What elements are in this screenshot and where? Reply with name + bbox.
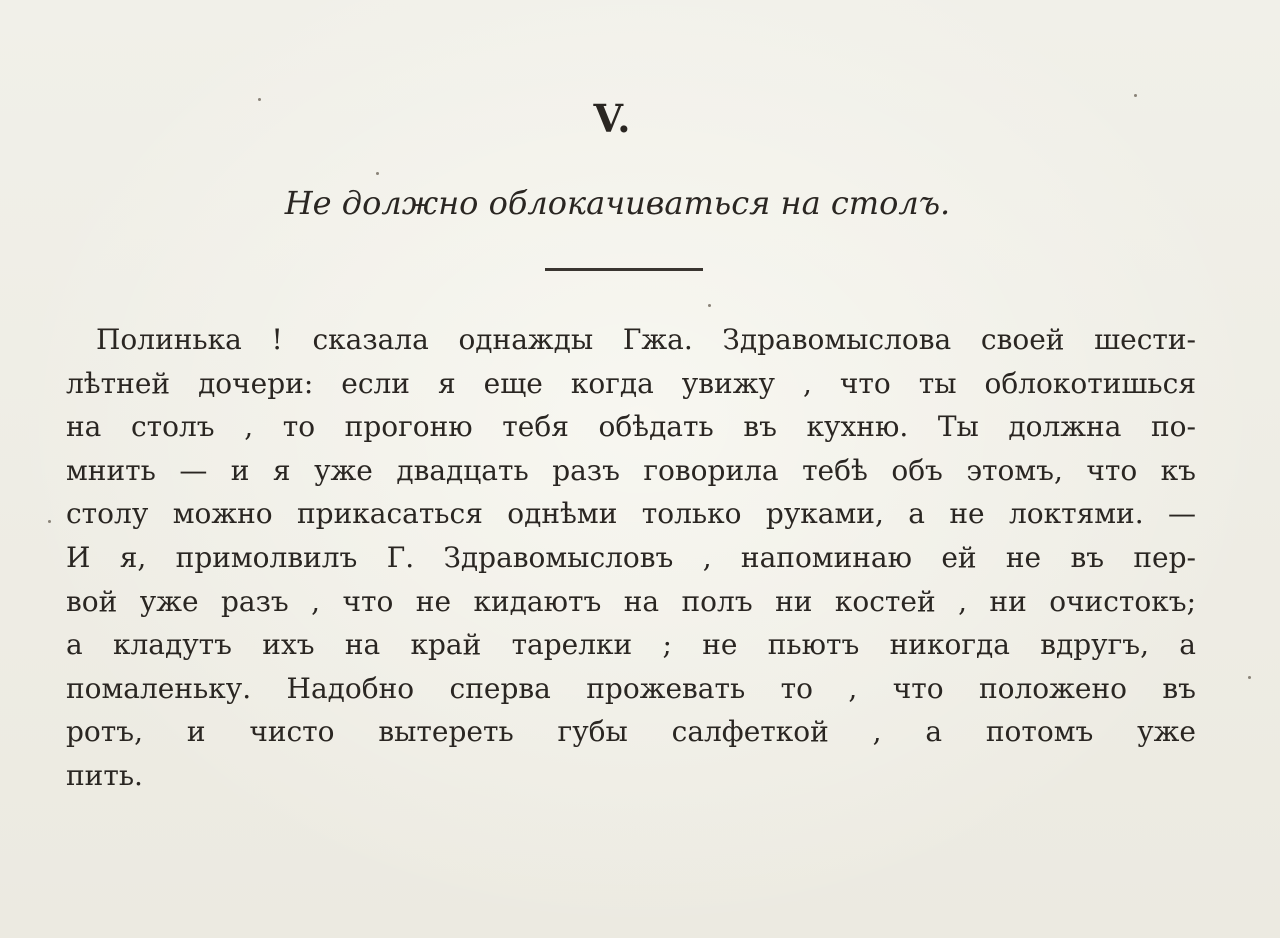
- paper-speck: [1134, 94, 1137, 97]
- chapter-title: Не должно облокачиваться на столъ.: [284, 184, 951, 222]
- paragraph-line: вой уже разъ , что не кидаютъ на полъ ни костей , ни очистокъ;: [66, 584, 1196, 618]
- chapter-number: V.: [593, 96, 632, 141]
- paragraph-line: столу можно прикасаться однѣми только руками, а не локтями. —: [66, 497, 1196, 531]
- paragraph: [66, 318, 1196, 798]
- paragraph-line: а кладутъ ихъ на край тарелки ; не пьютъ никогда вдругъ, а: [66, 628, 1196, 662]
- title-divider: [545, 268, 703, 271]
- paragraph-line: помаленьку. Надобно сперва прожевать то , что положено въ: [66, 671, 1196, 705]
- paper-speck: [258, 98, 261, 101]
- paper-speck: [1248, 676, 1251, 679]
- paper-speck: [376, 172, 379, 175]
- paragraph-line: мнить — и я уже двадцать разъ говорила тебѣ объ этомъ, что къ: [66, 453, 1196, 487]
- paragraph-line: лѣтней дочери: если я еще когда увижу , что ты облокотишься: [66, 366, 1196, 400]
- paragraph-line: пить.: [66, 758, 143, 792]
- paragraph-line: Полинька ! сказала однажды Гжа. Здравомыслова своей шести-: [96, 323, 1196, 356]
- paragraph-line: ротъ, и чисто вытереть губы салфеткой , а потомъ уже: [66, 715, 1196, 749]
- paragraph-line: И я, примолвилъ Г. Здравомысловъ , напоминаю ей не въ пер-: [66, 540, 1196, 574]
- paper-speck: [708, 304, 711, 307]
- paragraph-line: на столъ , то прогоню тебя обѣдать въ кухню. Ты должна по-: [66, 410, 1196, 444]
- paper-speck: [48, 520, 51, 523]
